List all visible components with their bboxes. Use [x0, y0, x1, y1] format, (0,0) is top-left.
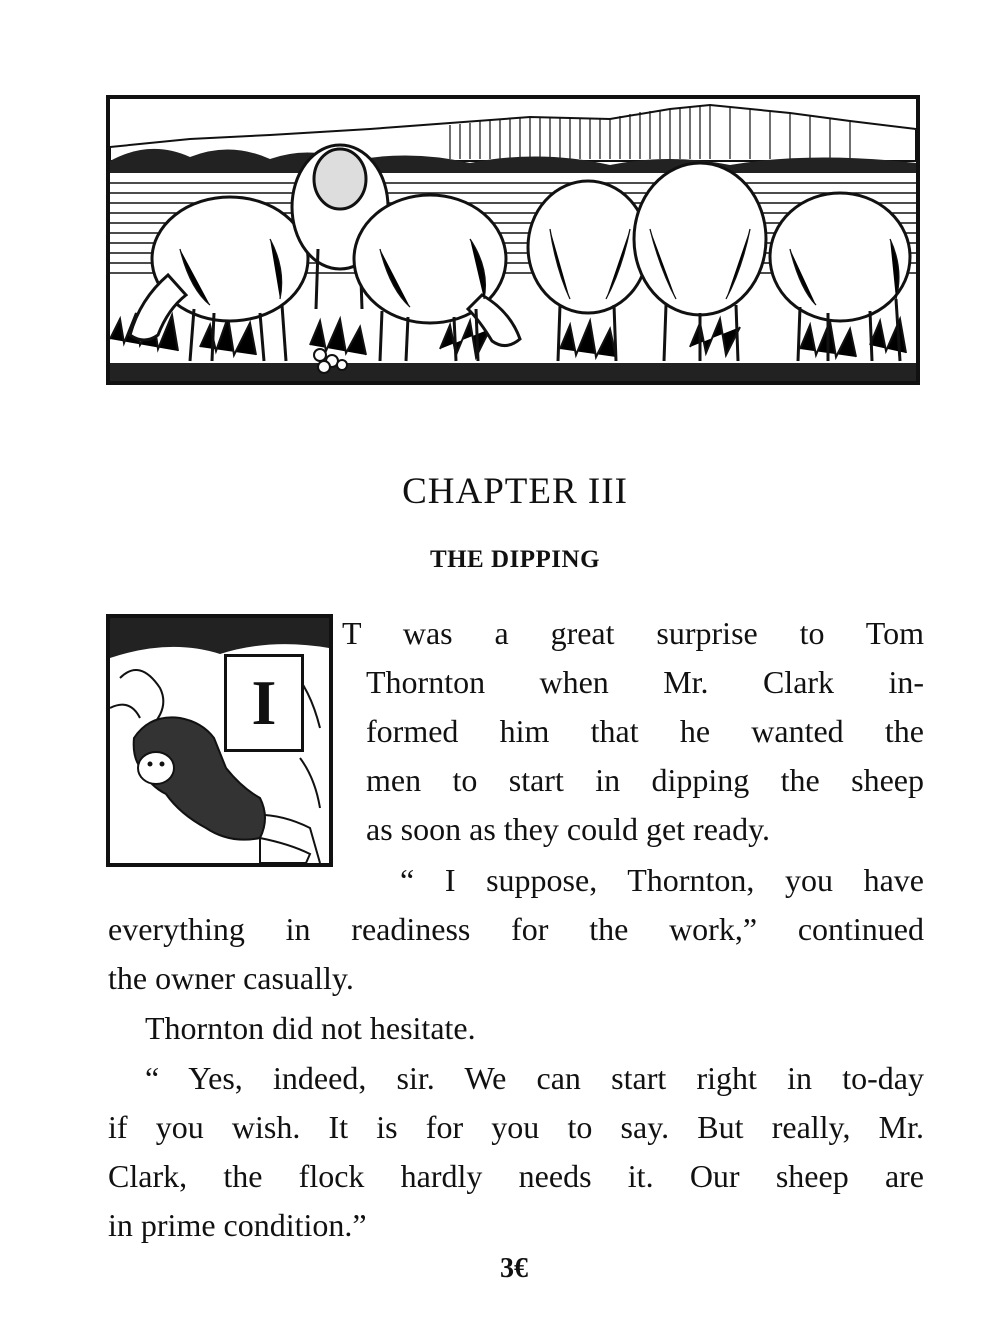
text-line: the owner casually.	[108, 960, 354, 996]
text-line: formed him that he wanted the	[366, 713, 924, 749]
text-line: Thornton did not hesitate.	[145, 1010, 476, 1046]
text-line: if you wish. It is for you to say. But really, Mr.	[108, 1109, 924, 1145]
chapter-subtitle: THE DIPPING	[429, 546, 601, 573]
text-line: Clark, the flock hardly needs it. Our sheep are	[108, 1158, 924, 1194]
text-line: T was a great surprise to Tom	[342, 615, 924, 651]
dropcap-illustration	[106, 614, 333, 867]
text-line: as soon as they could get ready.	[366, 811, 771, 847]
text-line: “ I suppose, Thornton, you have	[400, 862, 924, 898]
page-mark: 3€	[500, 1253, 528, 1284]
text-line: in prime condition.”	[108, 1207, 367, 1243]
text-line: everything in readiness for the work,” continued	[108, 911, 924, 947]
text-line: “ Yes, indeed, sir. We can start right in to-day	[145, 1060, 924, 1096]
text-line: Thornton when Mr. Clark in-	[366, 664, 924, 700]
text-line: men to start in dipping the sheep	[366, 762, 924, 798]
chapter-title: CHAPTER III	[402, 471, 628, 512]
sheep-illustration	[106, 95, 920, 385]
dropcap-letter: I	[224, 654, 304, 752]
sheep-woodcut-image	[110, 99, 916, 381]
